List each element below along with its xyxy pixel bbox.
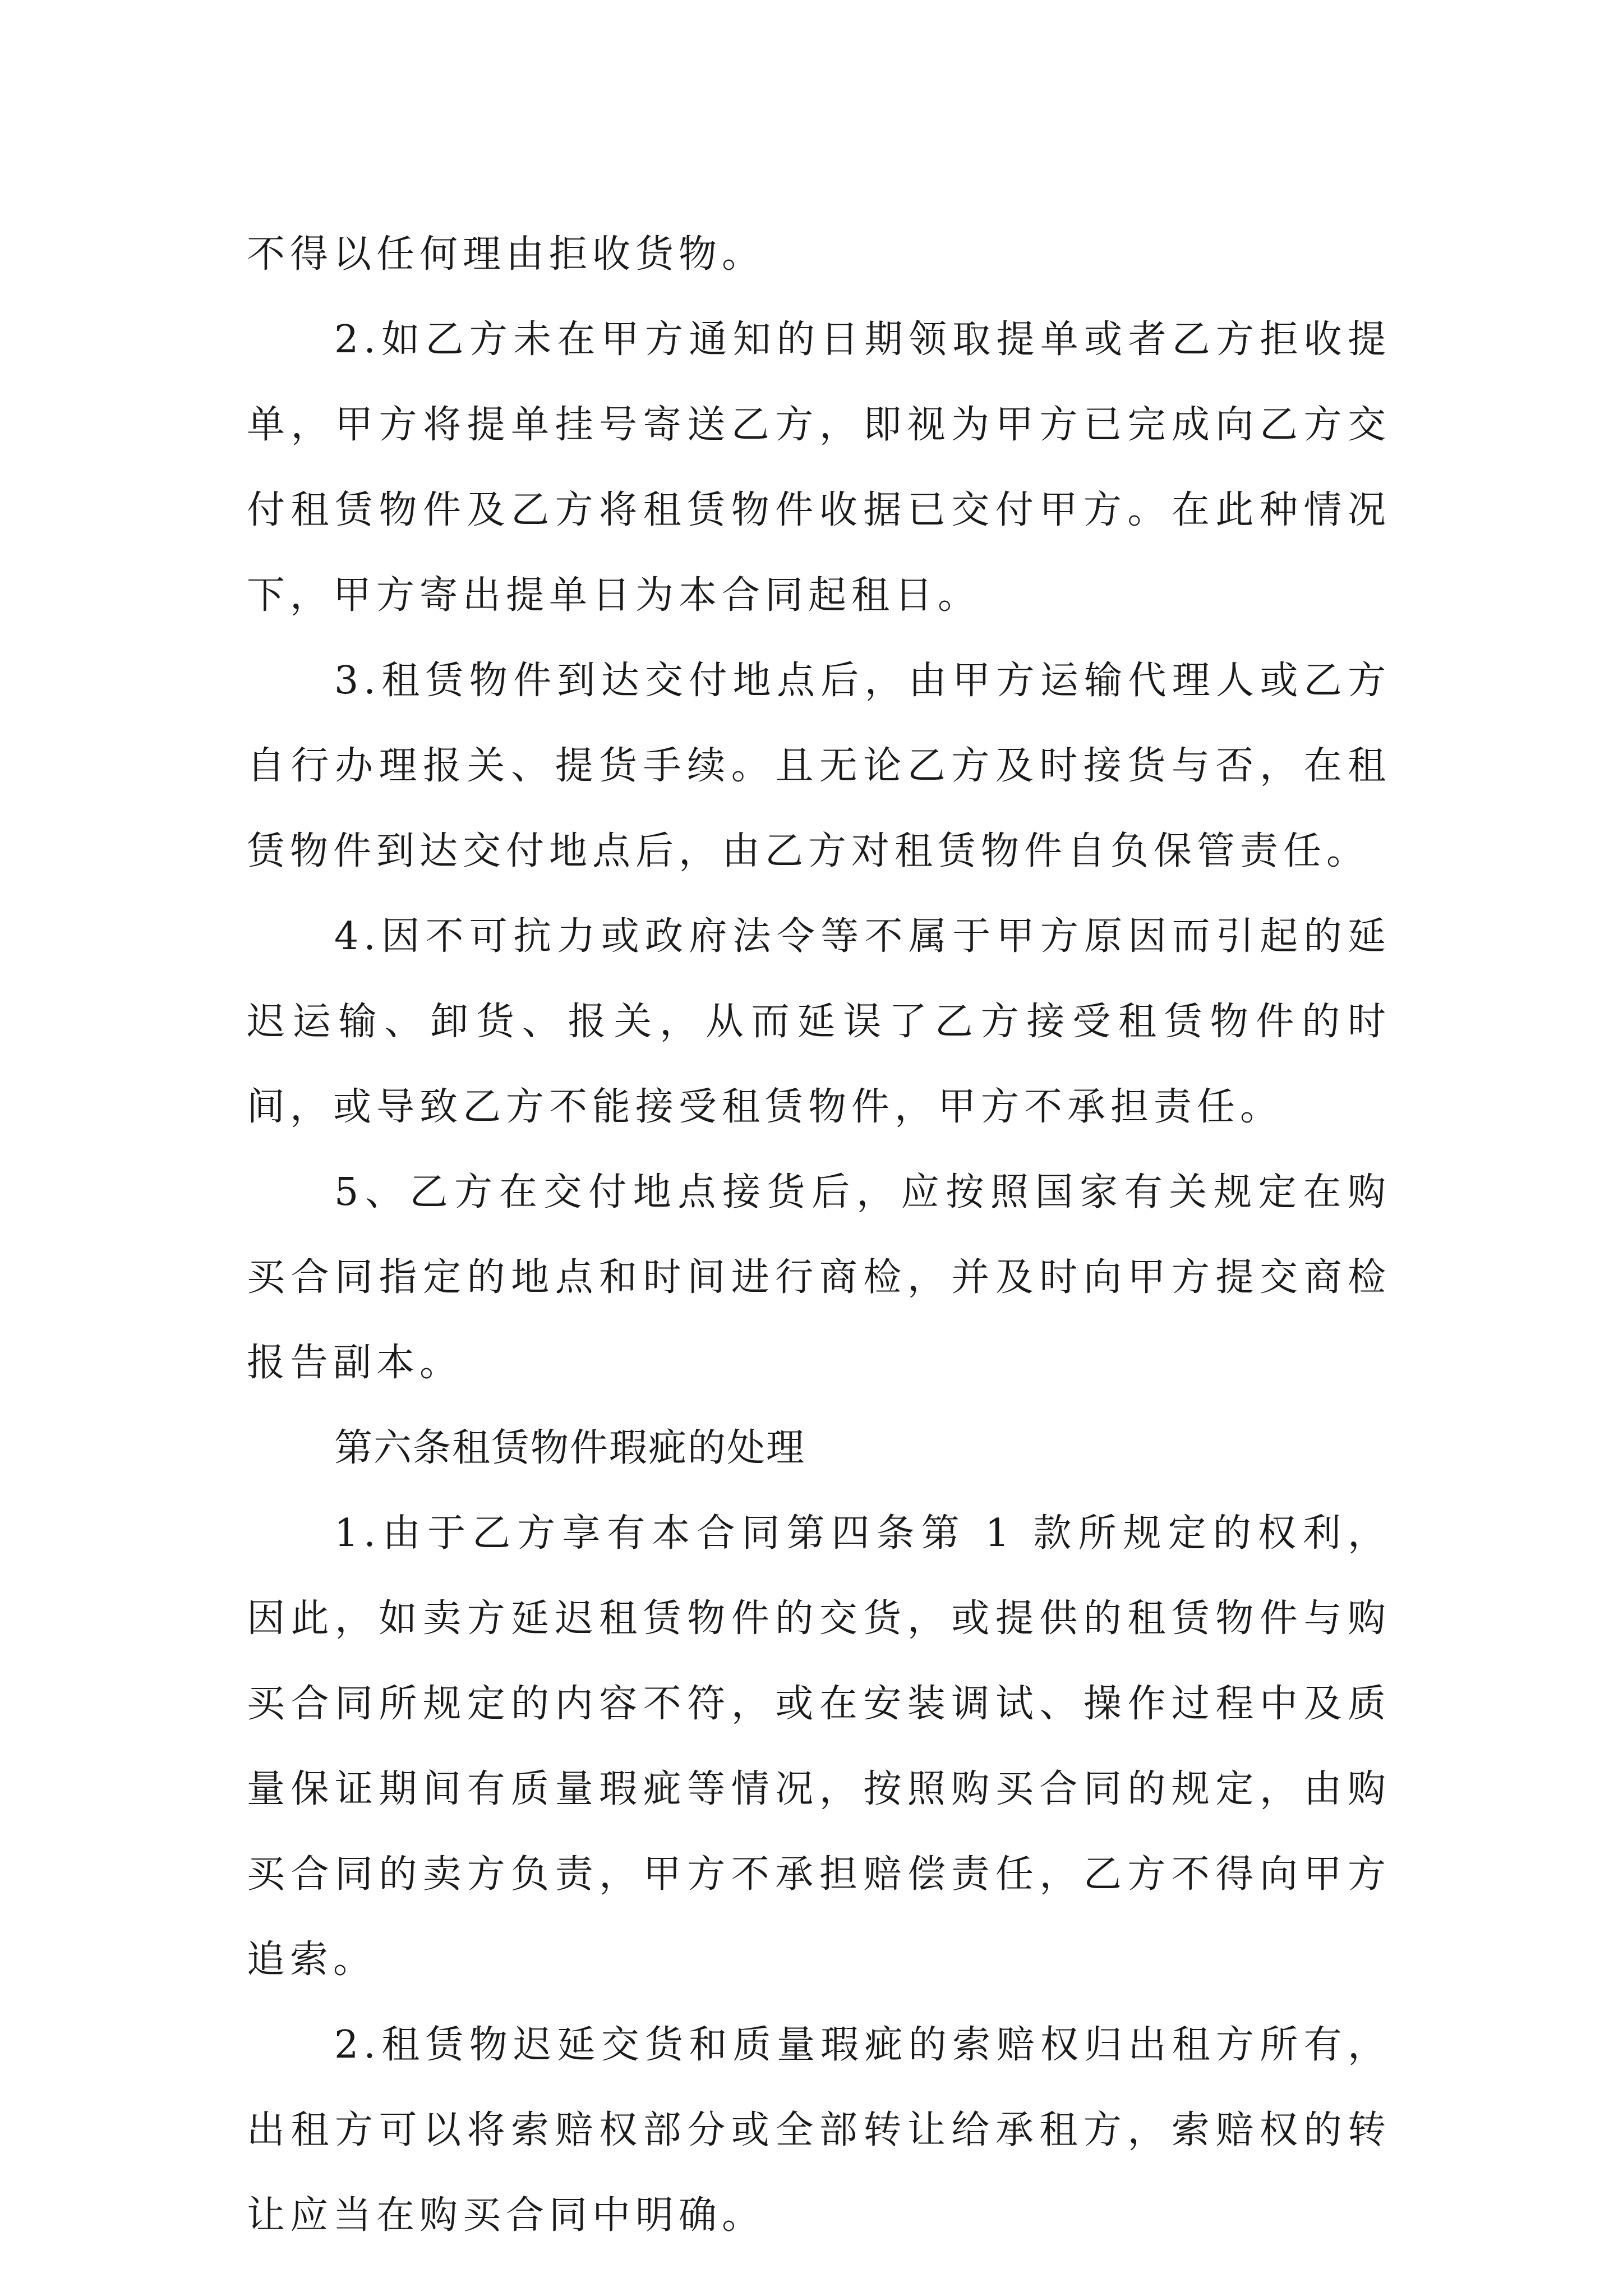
- article-6-clause-2-paragraph: 2.租赁物迟延交货和质量瑕疵的索赔权归出租方所有，出租方可以将索赔权部分或全部转让给承租方，索赔权的转让应当在购买合同中明确。: [247, 2023, 1391, 2238]
- clause-4-paragraph: 4.因不可抗力或政府法令等不属于甲方原因而引起的延迟运输、卸货、报关，从而延误了乙方接受租赁物件的时间，或导致乙方不能接受租赁物件，甲方不承担责任。: [247, 914, 1391, 1129]
- clause-5-paragraph: 5、乙方在交付地点接货后，应按照国家有关规定在购买合同指定的地点和时间进行商检，并及时向甲方提交商检报告副本。: [247, 1170, 1391, 1385]
- article-6-heading: 第六条租赁物件瑕疵的处理: [334, 1426, 806, 1470]
- article-6-clause-1-paragraph: 1.由于乙方享有本合同第四条第 1 款所规定的权利，因此，如卖方延迟租赁物件的交货，或提供的租赁物件与购买合同所规定的内容不符，或在安装调试、操作过程中及质量保证期间有质量瑕疵等情况，按照购买合同的规定，由购买合同的卖方负责，甲方不承担赔偿责任，乙方不得向甲方追索。: [247, 1511, 1391, 1982]
- document-body: [247, 212, 1391, 2258]
- clause-2-paragraph: 2.如乙方未在甲方通知的日期领取提单或者乙方拒收提单，甲方将提单挂号寄送乙方，即视为甲方已完成向乙方交付租赁物件及乙方将租赁物件收据已交付甲方。在此种情况下，甲方寄出提单日为本合同起租日。: [247, 318, 1391, 618]
- paragraph-continuation: 不得以任何理由拒收货物。: [247, 232, 766, 277]
- clause-3-paragraph: 3.租赁物件到达交付地点后，由甲方运输代理人或乙方自行办理报关、提货手续。且无论乙方及时接货与否，在租赁物件到达交付地点后，由乙方对租赁物件自负保管责任。: [247, 659, 1391, 873]
